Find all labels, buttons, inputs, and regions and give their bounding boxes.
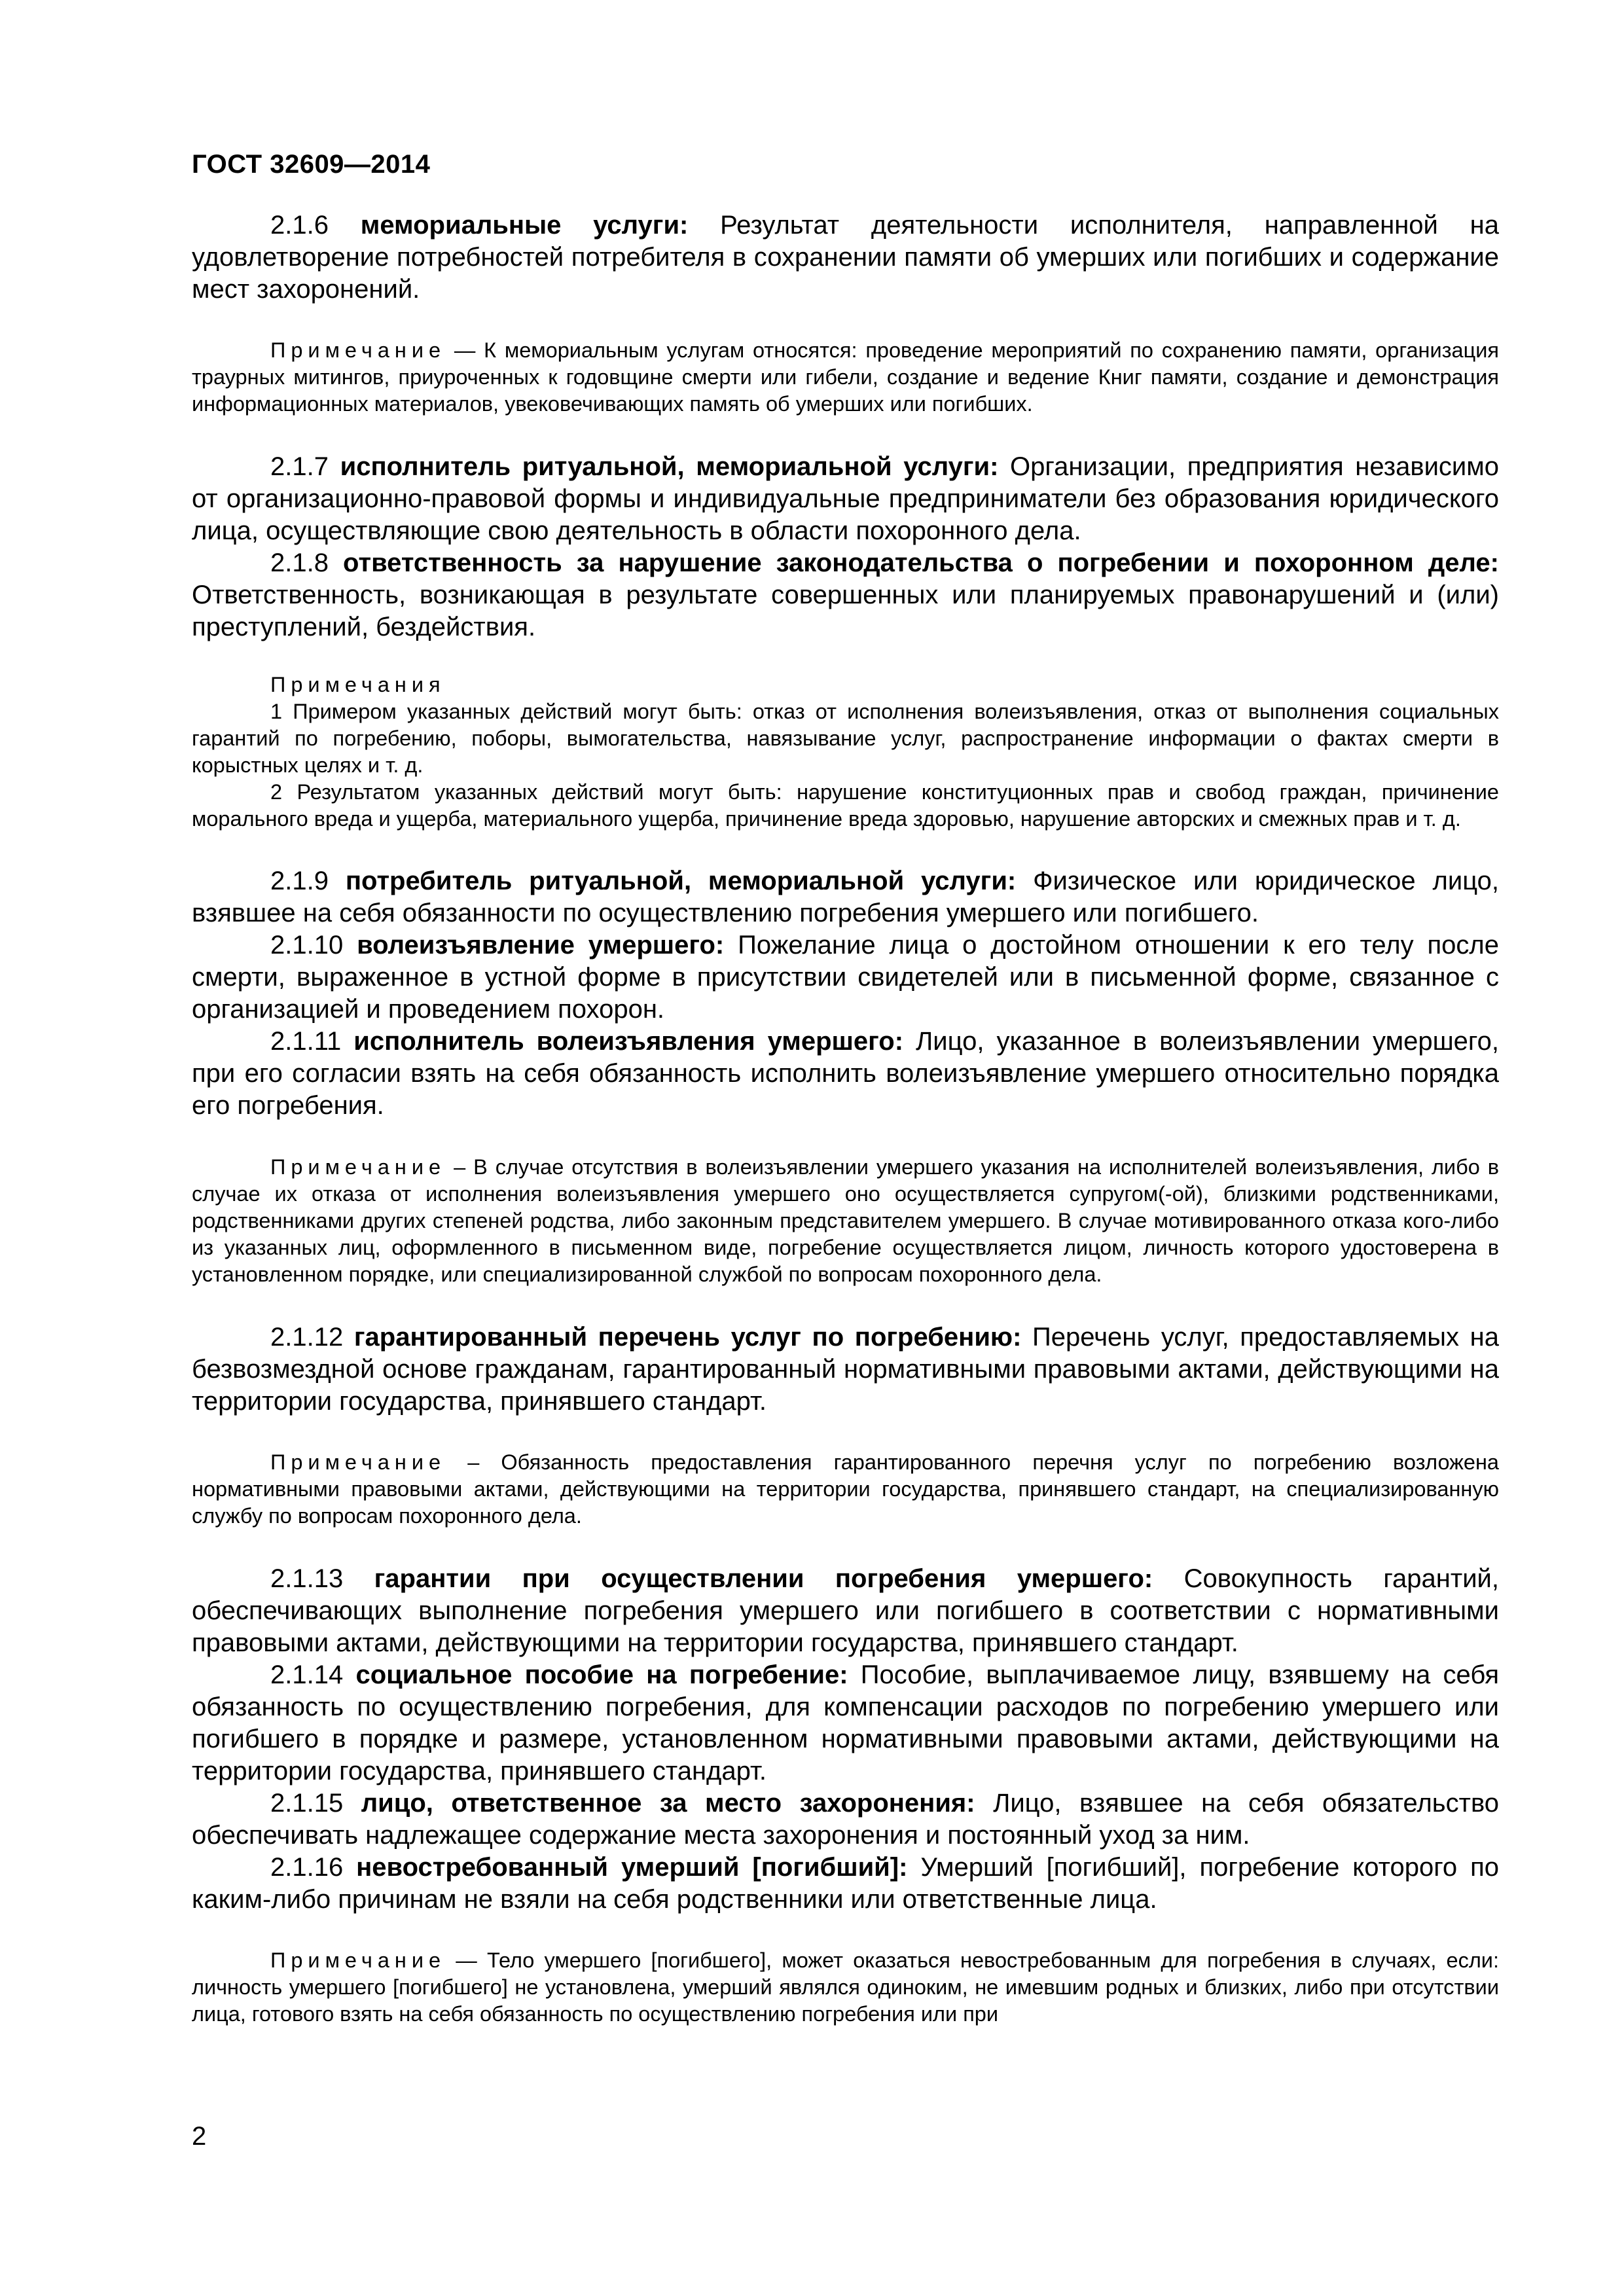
note-text: – В случае отсутствия в волеизъявлении умершего указания на исполнителей волеизъявления, либо в случае их отказа от исполнения волеизъявления умершего оно осуществляется супругом(-ой), близкими родственниками, родственниками других степеней родства, либо законным представителем умершего. В случае мотивированного отказа кого-либо из указанных лиц, оформленного в письменном виде, погребение осуществляется лицом, личность которого удостоверена в установленном порядке, или специализированной службой по вопросам похоронного дела.: [192, 1155, 1499, 1286]
term-title: ответственность за нарушение законодательства о погребении и похоронном деле:: [343, 548, 1500, 577]
term-number: 2.1.15: [270, 1789, 361, 1818]
term-title: мемориальные услуги:: [360, 211, 689, 240]
term-2-1-6: [192, 209, 1499, 306]
term-2-1-15: [192, 1787, 1499, 1852]
note-text: — Тело умершего [погибшего], может оказаться невостребованным для погребения в случаях, если: личность умершего [погибшего] не установлена, умерший являлся одиноким, не имевшим родных и близких, либо при отсутствии лица, готового взять на себя обязанность по осуществлению погребения или при: [192, 1948, 1499, 2026]
term-number: 2.1.6: [270, 211, 361, 240]
term-number: 2.1.13: [270, 1564, 374, 1593]
term-2-1-11: [192, 1026, 1499, 1122]
term-2-1-10: [192, 929, 1499, 1026]
term-title: лицо, ответственное за место захоронения:: [361, 1789, 975, 1818]
term-definition: Лицо, указанное в волеизъявлении умершего, при его согласии взять на себя обязанность исполнить волеизъявление умершего относительно порядка его погребения.: [192, 1027, 1499, 1120]
page-number: 2: [192, 2122, 207, 2151]
term-number: 2.1.9: [270, 867, 346, 895]
term-2-1-8: [192, 547, 1499, 643]
note-2-1-11: [192, 1154, 1499, 1288]
document-body: [192, 209, 1499, 2028]
term-definition: Совокупность гарантий, обеспечивающих выполнение погребения умершего или погибшего в соответствии с нормативными правовыми актами, действующими на территории государства, принявшего стандарт.: [192, 1564, 1500, 1657]
term-title: исполнитель волеизъявления умершего:: [353, 1027, 904, 1056]
note-2-1-16: [192, 1947, 1499, 2028]
term-definition: Физическое или юридическое лицо, взявшее на себя обязанности по осуществлению погребения умершего или погибшего.: [192, 867, 1500, 927]
term-definition: Лицо, взявшее на себя обязательство обеспечивать надлежащее содержание места захоронения и постоянный уход за ним.: [192, 1789, 1500, 1850]
term-2-1-9: [192, 865, 1499, 929]
term-title: невостребованный умерший [погибший]:: [356, 1853, 908, 1882]
term-2-1-14: [192, 1659, 1499, 1787]
term-definition: Организации, предприятия независимо от организационно-правовой формы и индивидуальные предприниматели без образования юридического лица, осуществляющие свою деятельность в области похоронного дела.: [192, 452, 1500, 545]
term-title: потребитель ритуальной, мемориальной услуги:: [345, 867, 1017, 895]
term-definition: Умерший [погибший], погребение которого по каким-либо причинам не взяли на себя родственники или ответственные лица.: [192, 1853, 1500, 1914]
notes-heading-2-1-8: Примечания: [270, 673, 446, 696]
term-definition: Пособие, выплачиваемое лицу, взявшему на себя обязанность по осуществлению погребения, для компенсации расходов по погребению умершего или погибшего в порядке и размере, установленном нормативными правовыми актами, действующими на территории государства, принявшего стандарт.: [192, 1660, 1500, 1785]
term-number: 2.1.8: [270, 548, 344, 577]
term-number: 2.1.16: [270, 1853, 357, 1882]
note-text: — К мемориальным услугам относятся: проведение мероприятий по сохранению памяти, организация траурных митингов, приуроченных к годовщине смерти или гибели, создание и ведение Книг памяти, создание и демонстрация информационных материалов, увековечивающих память об умерших или погибших.: [192, 338, 1499, 416]
term-number: 2.1.7: [270, 452, 340, 481]
term-2-1-13: [192, 1563, 1499, 1659]
term-definition: Результат деятельности исполнителя, направленной на удовлетворение потребностей потребителя в сохранении памяти об умерших или погибших и содержание мест захоронений.: [192, 211, 1499, 304]
note-item-1: 1 Примером указанных действий могут быть: отказ от исполнения волеизъявления, отказ от выполнения социальных гарантий по погребению, поборы, вымогательства, навязывание услуг, распространение информации о фактах смерти в корыстных целях и т. д.: [192, 700, 1499, 777]
document-header: ГОСТ 32609—2014: [192, 150, 431, 179]
note-item-2: 2 Результатом указанных действий могут быть: нарушение конституционных прав и свобод граждан, причинение морального вреда и ущерба, материального ущерба, причинение вреда здоровью, нарушение авторских и смежных прав и т. д.: [192, 780, 1499, 831]
term-title: гарантированный перечень услуг по погребению:: [353, 1323, 1022, 1352]
term-definition: Ответственность, возникающая в результате совершенных или планируемых правонарушений и (или) преступлений, бездействия.: [192, 581, 1499, 641]
term-number: 2.1.11: [270, 1027, 354, 1056]
term-title: гарантии при осуществлении погребения умершего:: [374, 1564, 1153, 1593]
note-2-1-6: [192, 337, 1499, 418]
note-label: Примечание: [270, 1948, 446, 1972]
term-title: социальное пособие на погребение:: [355, 1660, 848, 1689]
term-2-1-16: [192, 1852, 1499, 1916]
term-number: 2.1.14: [270, 1660, 356, 1689]
term-2-1-12: [192, 1321, 1499, 1418]
term-number: 2.1.12: [270, 1323, 354, 1352]
note-text: – Обязанность предоставления гарантированного перечня услуг по погребению возложена нормативными правовыми актами, действующими на территории государства, принявшего стандарт, на специализированную службу по вопросам похоронного дела.: [192, 1450, 1499, 1528]
note-label: Примечание: [270, 1450, 446, 1474]
term-definition: Пожелание лица о достойном отношении к его телу после смерти, выраженное в устной форме в присутствии свидетелей или в письменной форме, связанное с организацией и проведением похорон.: [192, 931, 1500, 1024]
note-2-1-12: [192, 1449, 1499, 1530]
note-label: Примечание: [270, 1155, 446, 1179]
term-2-1-7: [192, 451, 1499, 547]
term-definition: Перечень услуг, предоставляемых на безвозмездной основе гражданам, гарантированный нормативными правовыми актами, действующими на территории государства, принявшего стандарт.: [192, 1323, 1499, 1416]
term-number: 2.1.10: [270, 931, 357, 960]
note-label: Примечание: [270, 338, 446, 362]
term-title: исполнитель ритуальной, мемориальной услуги:: [340, 452, 999, 481]
term-title: волеизъявление умершего:: [357, 931, 725, 960]
